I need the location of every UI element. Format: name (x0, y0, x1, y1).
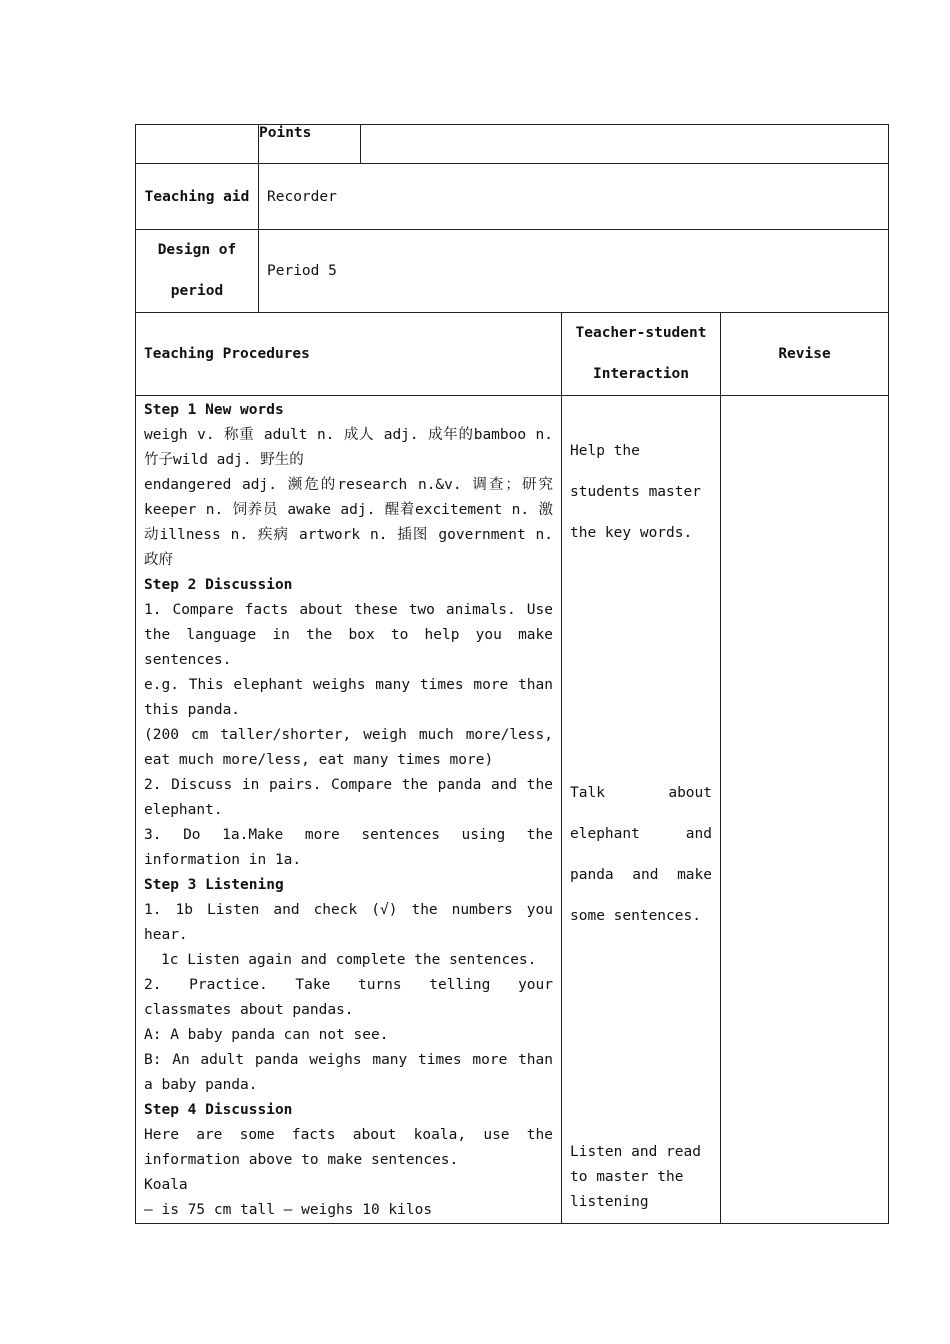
procedures-cell (136, 396, 562, 1224)
step3-title: Step 3 Listening (144, 877, 284, 893)
lesson-plan-table (135, 124, 889, 1224)
step2-line: (200 cm taller/shorter, weigh much more/less, eat much more/less, eat many times more) (144, 727, 553, 768)
design-row (136, 230, 889, 313)
step4-title: Step 4 Discussion (144, 1102, 293, 1118)
header-row (136, 313, 889, 396)
step1-line: weigh v. 称重 adult n. 成人 adj. 成年的bamboo n. 竹子wild adj. 野生的 (144, 427, 553, 468)
teaching-aid-value: Recorder (267, 188, 337, 205)
about-word: about (668, 785, 712, 801)
and-word: and (632, 867, 659, 883)
step3-line: B: An adult panda weighs many times more than a baby panda. (144, 1052, 553, 1093)
points-empty-cell (136, 125, 259, 164)
step3-line: A: A baby panda can not see. (144, 1027, 389, 1043)
elephant-word: elephant (570, 826, 640, 842)
design-label-line2: period (170, 283, 224, 299)
interaction-header-line1: Teacher-student (575, 325, 707, 341)
design-value: Period 5 (267, 263, 337, 279)
step2-line: 3. Do 1a.Make more sentences using the information in 1a. (144, 827, 553, 868)
revise-header: Revise (778, 346, 831, 362)
teaching-aid-row (136, 164, 889, 230)
and-word: and (685, 826, 712, 842)
talk-word: Talk (570, 785, 605, 801)
step4-line: — is 75 cm tall — weighs 10 kilos (144, 1202, 433, 1218)
panda-word: panda (570, 867, 614, 883)
content-row (136, 396, 889, 1224)
revise-cell (721, 396, 889, 1224)
interaction-cell (562, 396, 721, 1224)
step3-line: 1. 1b Listen and check (√) the numbers you hear. (144, 902, 553, 943)
make-word: make (677, 867, 712, 883)
step4-line: Here are some facts about koala, use the information above to make sentences. (144, 1127, 553, 1168)
points-label: Points (259, 125, 361, 164)
step4-line: Koala (144, 1177, 188, 1193)
interaction-header-line2: Interaction (592, 366, 690, 382)
step3-line: 2. Practice. Take turns telling your classmates about pandas. (144, 977, 553, 1018)
step2-title: Step 2 Discussion (144, 577, 293, 593)
step1-line: endangered adj. 濒危的research n.&v. 调查；研究 keeper n. 饲养员 awake adj. 醒着excitement n. 激动illness n. 疾病 artwork n. 插图 government n. 政府 (144, 477, 553, 568)
points-value-cell (361, 125, 889, 164)
procedures-header: Teaching Procedures (144, 346, 310, 362)
interaction-note-3: Listen and read to master the listening (570, 1144, 701, 1210)
points-row (136, 125, 889, 164)
step1-title: Step 1 New words (144, 402, 284, 418)
teaching-aid-label: Teaching aid (144, 188, 250, 205)
interaction-note-2: Talk about elephant and panda and make some sentences. (562, 773, 720, 937)
step2-line: e.g. This elephant weighs many times more than this panda. (144, 677, 553, 718)
step3-line: 1c Listen again and complete the sentences. (161, 952, 537, 968)
design-label-line1: Design of (157, 242, 237, 258)
step2-line: 2. Discuss in pairs. Compare the panda and the elephant. (144, 777, 553, 818)
step2-line: 1. Compare facts about these two animals. Use the language in the box to help you make sentences. (144, 602, 553, 668)
interaction-note-1: Help the students master the key words. (570, 443, 701, 541)
